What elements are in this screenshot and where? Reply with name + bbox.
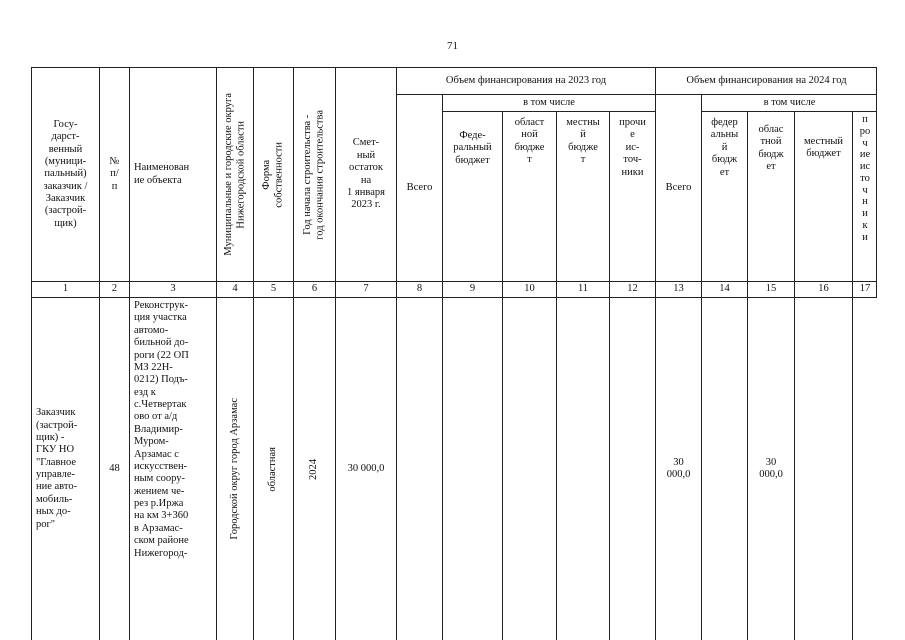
header-customer: Госу- дарст- венный (муници- пальный) заказчик / Заказчик (застрой- щик) [31,67,99,281]
col-number-4: 4 [216,281,253,297]
row-fed-2024 [701,297,747,640]
row-obl-2023 [502,297,556,640]
row-ownership [253,297,293,640]
col-number-9: 9 [442,281,502,297]
header-total-2023: Всего [396,94,442,281]
header-ownership-text: Форма собственности [261,141,285,208]
header-district [216,67,253,281]
row-number: 48 [99,297,129,640]
header-number: № п/ п [99,67,129,281]
col-number-1: 1 [31,281,99,297]
row-other-2024 [852,297,877,640]
header-incl-2023: в том числе [442,94,655,111]
row-fed-2023 [442,297,502,640]
col-number-15: 15 [747,281,794,297]
col-number-12: 12 [609,281,655,297]
col-number-14: 14 [701,281,747,297]
header-ownership [253,67,293,281]
row-object-name: Реконструк- ция участка автомо- бильной до- роги (22 ОП МЗ 22Н- 0212) Подъ- езд к с.Четвертак ово от а/д Владимир- Муром- Арзамас с искусствен- ным соору- жением че- рез р.Иржа на км 3+360 в Арзамас- ском районе Нижегород- [129,297,216,640]
header-years-text: Год начала строительства - год окончания строительства [302,109,326,240]
header-loc-2024: местный бюджет [794,111,852,281]
header-fed-2023: Феде- ральный бюджет [442,111,502,281]
header-other-2024: п ро ч ие ис то ч н и к и [852,111,877,281]
col-number-6: 6 [293,281,335,297]
col-number-8: 8 [396,281,442,297]
col-number-3: 3 [129,281,216,297]
row-total-2024: 30 000,0 [655,297,701,640]
col-number-16: 16 [794,281,852,297]
header-total-2024: Всего [655,94,701,281]
header-object-name: Наименован ие объекта [129,67,216,281]
row-other-2023 [609,297,655,640]
row-remainder: 30 000,0 [335,297,396,640]
header-years [293,67,335,281]
row-obl-2024: 30 000,0 [747,297,794,640]
col-number-5: 5 [253,281,293,297]
row-loc-2023 [556,297,609,640]
row-district-text: Городской округ город Арзамас [228,398,240,540]
header-obl-2024: облас тной бюдж ет [747,111,794,281]
header-other-2023: прочи е ис- точ- ники [609,111,655,281]
table-number-row-border [31,297,877,298]
row-years [293,297,335,640]
col-number-2: 2 [99,281,129,297]
header-loc-2023: местны й бюдже т [556,111,609,281]
row-ownership-text: областная [267,446,279,492]
col-number-11: 11 [556,281,609,297]
header-fin-2023: Объем финансирования на 2023 год [396,67,655,94]
table-right-border [876,67,877,297]
header-fin-2024: Объем финансирования на 2024 год [655,67,877,94]
row-years-text: 2024 [308,458,320,480]
col-number-17: 17 [852,281,877,297]
financing-table [31,67,877,640]
col-number-13: 13 [655,281,701,297]
header-incl-2024: в том числе [701,94,877,111]
header-district-text: Муниципальные и городские округа Нижегородской области [222,93,246,256]
header-remainder: Смет- ный остаток на 1 января 2023 г. [335,67,396,281]
page-number: 71 [447,40,458,52]
row-customer: Заказчик (застрой- щик) - ГКУ НО "Главное управле- ние авто- мобиль- ных до- рог" [31,297,99,640]
header-fed-2024: федер альны й бюдж ет [701,111,747,281]
row-loc-2024 [794,297,852,640]
col-number-10: 10 [502,281,556,297]
header-obl-2023: област ной бюдже т [502,111,556,281]
row-district [216,297,253,640]
col-number-7: 7 [335,281,396,297]
row-total-2023 [396,297,442,640]
